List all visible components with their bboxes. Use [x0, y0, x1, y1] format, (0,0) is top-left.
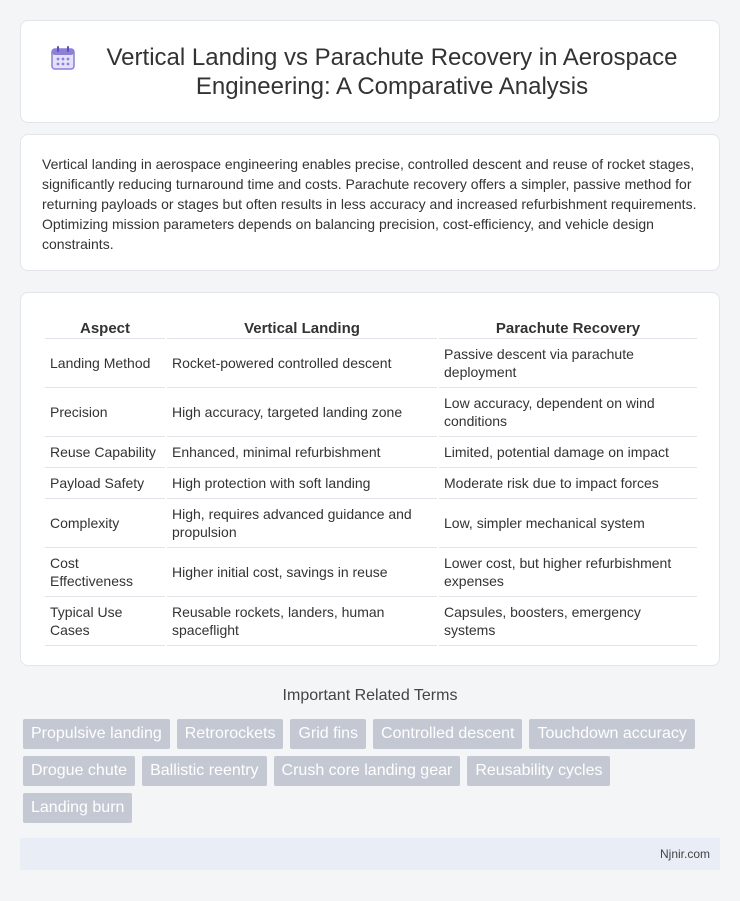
intro-paragraph: Vertical landing in aerospace engineering enables precise, controlled descent and reuse of rocket stages, significantly reducing turnaround time and costs. Parachute recovery offers a simpler, passive method for returning payloads or stages but often results in less accuracy and increased refurbishment requirements. Optimizing mission parameters depends on balancing precision, cost-efficiency, and vehicle design constraints.	[42, 156, 697, 252]
header-vertical-landing: Vertical Landing	[167, 317, 437, 339]
table-cell-parachute: Low, simpler mechanical system	[439, 499, 697, 548]
comparison-table	[43, 317, 699, 646]
footer-site-link[interactable]: Njnir.com	[659, 847, 710, 861]
table-cell-vertical: Reusable rockets, landers, human spaceflight	[167, 597, 437, 646]
header-parachute-recovery: Parachute Recovery	[439, 317, 697, 339]
header-aspect: Aspect	[45, 317, 165, 339]
table-row	[45, 548, 697, 597]
term-tag[interactable]: Landing burn	[23, 793, 132, 823]
footer	[20, 838, 720, 870]
term-tag[interactable]: Ballistic reentry	[142, 756, 266, 786]
table-cell-aspect: Complexity	[45, 499, 165, 548]
table-cell-vertical: High protection with soft landing	[167, 468, 437, 499]
related-terms-list	[23, 719, 723, 830]
term-tag[interactable]: Reusability cycles	[467, 756, 610, 786]
term-tag[interactable]: Controlled descent	[373, 719, 522, 749]
table-row	[45, 499, 697, 548]
table-cell-aspect: Cost Effectiveness	[45, 548, 165, 597]
table-cell-aspect: Typical Use Cases	[45, 597, 165, 646]
table-row	[45, 339, 697, 388]
table-cell-parachute: Low accuracy, dependent on wind conditions	[439, 388, 697, 437]
table-cell-vertical: High accuracy, targeted landing zone	[167, 388, 437, 437]
title-card	[20, 20, 720, 123]
table-row	[45, 468, 697, 499]
related-terms-heading: Important Related Terms	[282, 687, 458, 704]
table-cell-vertical: Higher initial cost, savings in reuse	[167, 548, 437, 597]
table-row	[45, 597, 697, 646]
term-tag[interactable]: Touchdown accuracy	[529, 719, 694, 749]
table-cell-vertical: High, requires advanced guidance and propulsion	[167, 499, 437, 548]
table-row	[45, 437, 697, 468]
table-cell-parachute: Lower cost, but higher refurbishment expenses	[439, 548, 697, 597]
title-wrap	[50, 43, 690, 101]
table-cell-parachute: Limited, potential damage on impact	[439, 437, 697, 468]
table-header-row	[45, 317, 697, 339]
term-tag[interactable]: Retrorockets	[177, 719, 284, 749]
term-tag[interactable]: Propulsive landing	[23, 719, 170, 749]
table-cell-aspect: Landing Method	[45, 339, 165, 388]
calendar-icon	[50, 45, 76, 71]
table-cell-vertical: Enhanced, minimal refurbishment	[167, 437, 437, 468]
table-cell-aspect: Payload Safety	[45, 468, 165, 499]
table-cell-parachute: Capsules, boosters, emergency systems	[439, 597, 697, 646]
table-row	[45, 388, 697, 437]
table-cell-parachute: Moderate risk due to impact forces	[439, 468, 697, 499]
term-tag[interactable]: Drogue chute	[23, 756, 135, 786]
term-tag[interactable]: Grid fins	[290, 719, 366, 749]
term-tag[interactable]: Crush core landing gear	[274, 756, 461, 786]
page-title: Vertical Landing vs Parachute Recovery in Aerospace Engineering: A Comparative Analysis	[106, 43, 678, 100]
table-cell-parachute: Passive descent via parachute deployment	[439, 339, 697, 388]
comparison-table-card	[20, 292, 720, 666]
table-cell-vertical: Rocket-powered controlled descent	[167, 339, 437, 388]
table-cell-aspect: Precision	[45, 388, 165, 437]
intro-card	[20, 134, 720, 271]
table-cell-aspect: Reuse Capability	[45, 437, 165, 468]
